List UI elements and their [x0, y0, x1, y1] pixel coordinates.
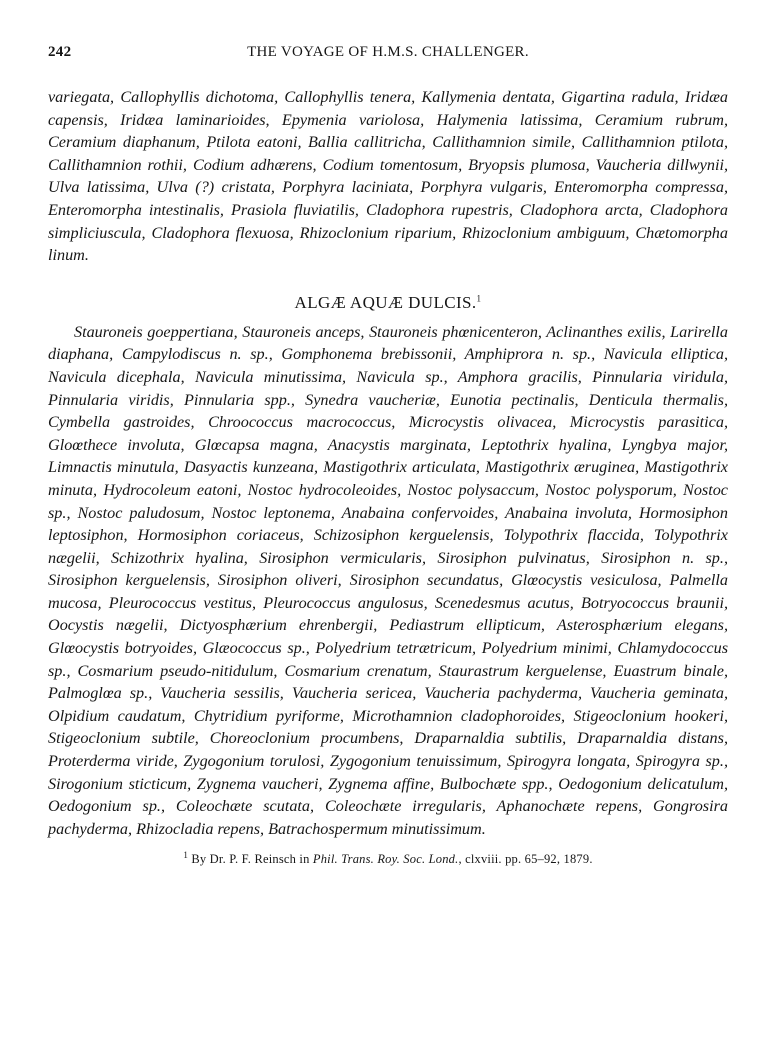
running-title: THE VOYAGE OF H.M.S. CHALLENGER.	[247, 44, 529, 60]
footnote-reference: 1	[476, 293, 482, 304]
footnote-mark: 1	[183, 850, 189, 861]
footnote-citation: , clxviii. pp. 65–92, 1879.	[458, 852, 593, 867]
freshwater-algae-list: Stauroneis goeppertiana, Stauroneis anceps, Stauroneis phœnicenteron, Aclinanthes exilis, Larirella diaphana, Campylodiscus n. sp., Gomphonema brebissonii, Amphiprora n. sp., Navicula elliptica, Navicula dicephala, Navicula minutissima, Navicula sp., Amphora gracilis, Pinnularia viridula, Pinnularia viridis, Pinnularia spp., Synedra vaucheriæ, Eunotia pectinalis, Denticula thermalis, Cymbella gastroides, Chroococcus macrococcus, Microcystis olivacea, Microcystis parasitica, Gloœthece involuta, Glœcapsa magna, Anacystis marginata, Leptothrix hyalina, Lyngbya major, Limnactis minutula, Dasyactis kunzeana, Mastigothrix articulata, Mastigothrix æruginea, Mastigothrix minuta, Hydrocoleum eatoni, Nostoc hydrocoleoides, Nostoc polysaccum, Nostoc polysporum, Nostoc sp., Nostoc paludosum, Nostoc leptonema, Anabaina confervoides, Anabaina involuta, Hormosiphon leptosiphon, Hormosiphon coriaceus, Schizosiphon kerguelensis, Tolypothrix flaccida, Tolypothrix nægelii, Schizothrix hyalina, Sirosiphon vermicularis, Sirosiphon pulvinatus, Sirosiphon n. sp., Sirosiphon kerguelensis, Sirosiphon oliveri, Sirosiphon secundatus, Glœocystis vesiculosa, Palmella mucosa, Pleurococcus vestitus, Pleurococcus angulosus, Scenedesmus acutus, Botryococcus braunii, Oocystis nægelii, Dictyosphærium ehrenbergii, Pediastrum ellipticum, Asterosphærium elegans, Glœocystis botryoides, Glæococcus sp., Polyedrium tetrætricum, Polyedrium minimi, Chlamydococcus sp., Cosmarium pseudo-nitidulum, Cosmarium crenatum, Staurastrum kerguelense, Euastrum binale, Palmoglœa sp., Vaucheria sessilis, Vaucheria sericea, Vaucheria pachyderma, Vaucheria geminata, Olpidium caudatum, Chytridium pyriforme, Microthamnion cladophoroides, Stigeoclonium hookeri, Stigeoclonium subtile, Choreoclonium procumbens, Draparnaldia subtilis, Draparnaldia distans, Proterderma viride, Zygogonium torulosi, Zygogonium tenuissimum, Spirogyra longata, Spirogyra sp., Sirogonium sticticum, Zygnema vaucheri, Zygnema affine, Bulbochæte spp., Oedogonium delicatulum, Oedogonium sp., Coleochæte scutata, Coleochæte irregularis, Aphanochæte repens, Gongrosira pachyderma, Rhizocladia repens, Batrachospermum minutissimum.	[48, 322, 728, 838]
footnote-author: By Dr. P. F. Reinsch in	[191, 852, 310, 867]
page-number: 242	[48, 44, 72, 60]
marine-algae-list: variegata, Callophyllis dichotoma, Callophyllis tenera, Kallymenia dentata, Gigartina radula, Iridæa capensis, Iridæa laminarioides, Epymenia variolosa, Halymenia latissima, Ceramium rubrum, Ceramium diaphanum, Ptilota eatoni, Ballia callitricha, Callithamnion simile, Callithamnion ptilota, Callithamnion rothii, Codium adhærens, Codium tomentosum, Bryopsis plumosa, Vaucheria dillwynii, Ulva latissima, Ulva (?) cristata, Porphyra laciniata, Porphyra vulgaris, Enteromorpha compressa, Enteromorpha intestinalis, Prasiola fluviatilis, Cladophora rupestris, Cladophora arcta, Cladophora simpliciuscula, Cladophora flexuosa, Rhizoclonium riparium, Rhizoclonium ambiguum, Chætomorpha linum.	[48, 88, 728, 265]
footnote	[48, 850, 728, 867]
document-page	[48, 44, 728, 868]
section-heading-text: ALGÆ AQUÆ DULCIS.	[294, 292, 477, 312]
footnote-journal: Phil. Trans. Roy. Soc. Lond.	[312, 852, 459, 867]
section-heading	[48, 293, 728, 313]
page-header	[48, 44, 728, 66]
